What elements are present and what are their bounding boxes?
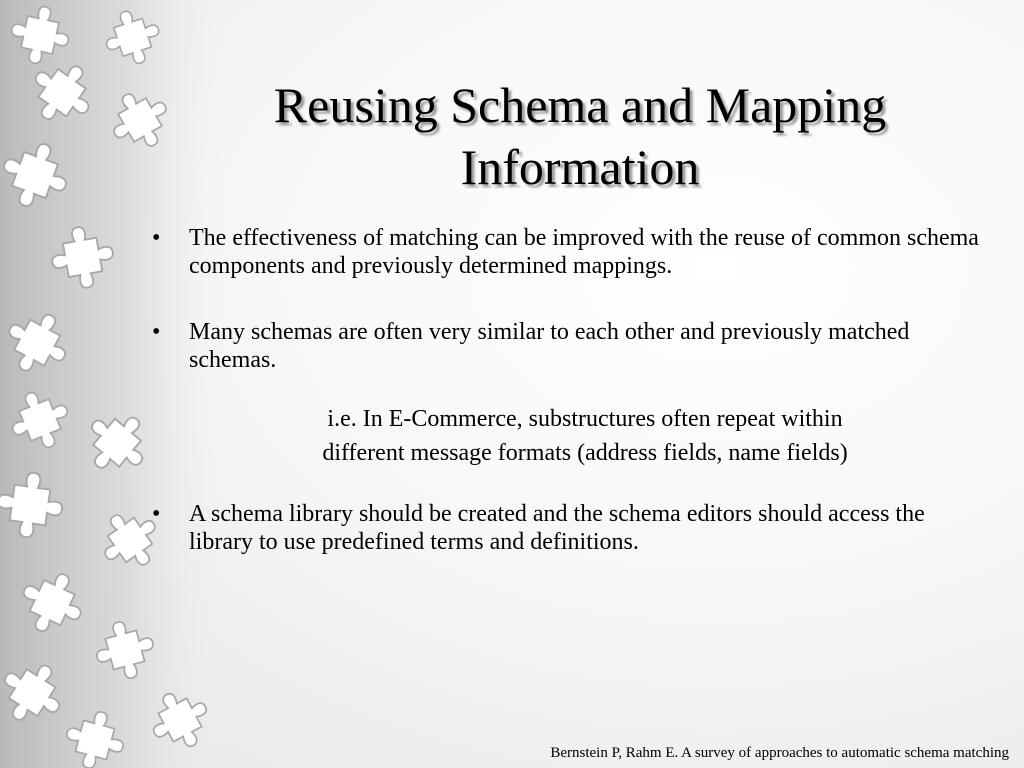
bullet-text: A schema library should be created and the schema editors should access the library to use predefined terms and definitions. (189, 501, 925, 555)
bullet-list (150, 224, 980, 556)
slide-title-line-1: Reusing Schema and Mapping (273, 77, 887, 133)
bullet-item (150, 500, 980, 556)
citation-footer: Bernstein P, Rahm E. A survey of approaches to automatic schema matching (550, 745, 1009, 761)
bullet-marker: • (152, 225, 161, 251)
bullet-marker: • (152, 501, 161, 527)
bullet-item (150, 318, 980, 374)
example-line-2: different message formats (address fields, name fields) (322, 440, 848, 466)
example-line-1: i.e. In E-Commerce, substructures often repeat within (327, 406, 843, 432)
slide-title-line-2: Information (460, 139, 700, 195)
bullet-item (150, 224, 980, 280)
slide-title (160, 74, 1000, 198)
bullet-marker: • (152, 319, 161, 345)
bullet-text: Many schemas are often very similar to each other and previously matched schemas. (189, 319, 910, 373)
bullet-text: The effectiveness of matching can be improved with the reuse of common schema components and previously determined mappings. (189, 225, 979, 279)
example-text (150, 402, 980, 470)
